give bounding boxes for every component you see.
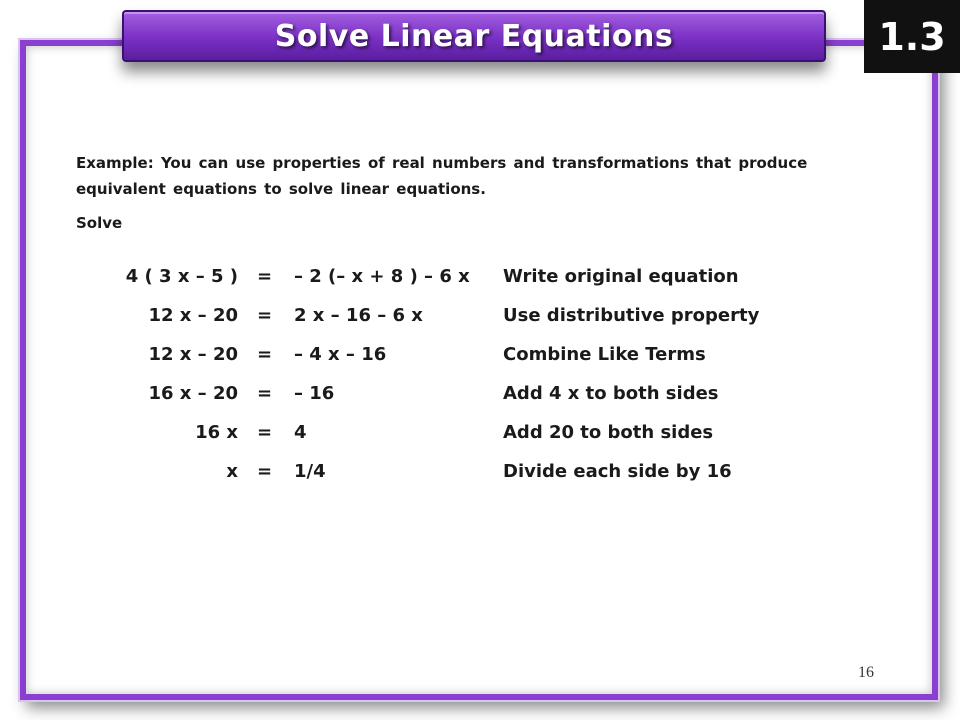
- intro-text: Example: You can use properties of real numbers and transformations that produce equivalent equations to solve linear equations.: [76, 154, 808, 198]
- step-lhs: 16 x: [195, 422, 238, 443]
- step-equals: =: [257, 422, 273, 443]
- step-equals: =: [257, 383, 273, 404]
- step-rhs: – 2 (– x + 8 ) – 6 x: [294, 266, 470, 287]
- step-lhs: 12 x – 20: [148, 305, 238, 326]
- step-equals: =: [257, 266, 273, 287]
- slide-frame: [20, 40, 938, 700]
- step-rhs: 1/4: [294, 461, 326, 482]
- step-note: Add 20 to both sides: [503, 422, 714, 443]
- step-equals: =: [257, 305, 273, 326]
- title-banner: [122, 10, 826, 62]
- step-rhs: – 4 x – 16: [294, 344, 387, 365]
- step-lhs: x: [226, 461, 238, 482]
- step-rhs: 4: [294, 422, 307, 443]
- step-note: Divide each side by 16: [503, 461, 732, 482]
- slide-title: Solve Linear Equations: [274, 18, 674, 54]
- step-note: Write original equation: [503, 266, 739, 287]
- step-note: Add 4 x to both sides: [503, 383, 719, 404]
- section-number: 1.3: [878, 14, 946, 59]
- step-lhs: 12 x – 20: [148, 344, 238, 365]
- solve-label: Solve: [76, 214, 123, 232]
- step-note: Use distributive property: [503, 305, 760, 326]
- step-rhs: – 16: [294, 383, 335, 404]
- step-equals: =: [257, 461, 273, 482]
- section-badge: [864, 0, 960, 73]
- step-note: Combine Like Terms: [503, 344, 706, 365]
- step-equals: =: [257, 344, 273, 365]
- page-number: 16: [858, 664, 874, 681]
- step-lhs: 16 x – 20: [148, 383, 238, 404]
- step-rhs: 2 x – 16 – 6 x: [294, 305, 423, 326]
- step-lhs: 4 ( 3 x – 5 ): [125, 266, 238, 287]
